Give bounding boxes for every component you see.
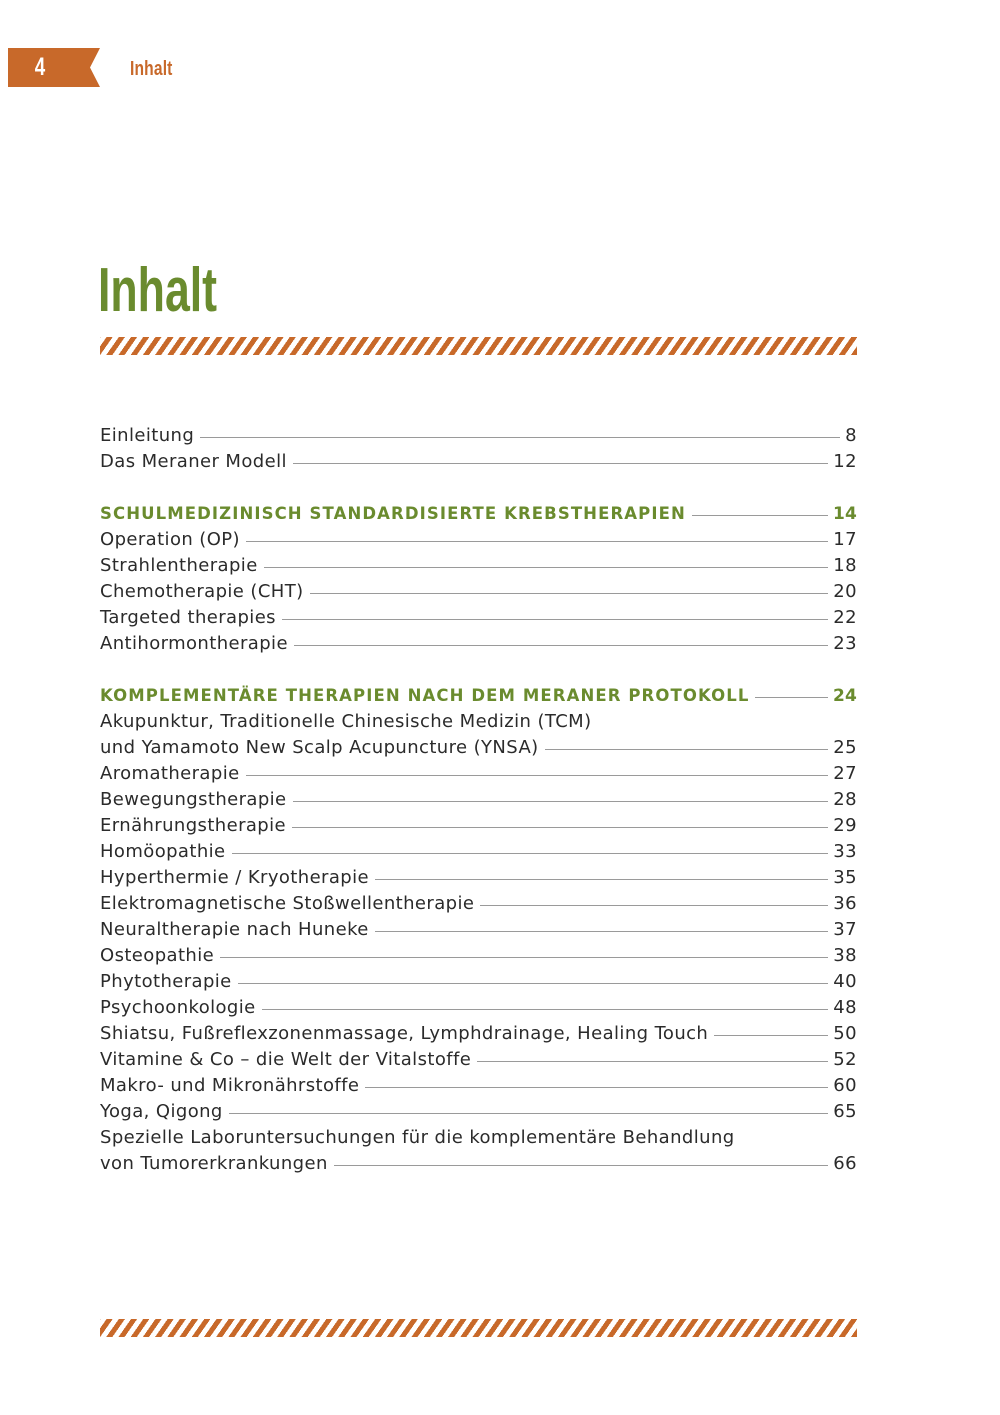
toc-entry-label: Spezielle Laboruntersuchungen für die komplementäre Behandlung (100, 1127, 735, 1148)
toc-entry[interactable] (100, 1047, 857, 1073)
toc-page-number: 38 (833, 945, 857, 966)
toc-leader (310, 593, 829, 594)
toc-page-number: 48 (833, 997, 857, 1018)
running-title: Inhalt (130, 58, 173, 80)
toc-leader (200, 437, 840, 438)
toc-entry[interactable] (100, 839, 857, 865)
spacer (100, 657, 857, 683)
toc-page-number: 52 (833, 1049, 857, 1070)
toc-leader (692, 515, 828, 516)
toc-page-number: 29 (833, 815, 857, 836)
toc-page-number: 24 (832, 686, 857, 706)
toc-entry-label: Elektromagnetische Stoßwellentherapie (100, 893, 475, 914)
toc-leader (375, 931, 829, 932)
toc-entry-label: Strahlentherapie (100, 555, 258, 576)
toc-leader (477, 1061, 828, 1062)
toc-page-number: 60 (833, 1075, 857, 1096)
toc-page-number: 36 (833, 893, 857, 914)
toc-entry[interactable] (100, 761, 857, 787)
toc-leader (755, 697, 827, 698)
toc-page-number: 23 (833, 633, 857, 654)
page-number-tab (8, 48, 100, 87)
toc-entry[interactable] (100, 605, 857, 631)
stripe-divider-bottom (100, 1319, 857, 1337)
toc-leader (294, 645, 828, 646)
toc-entry[interactable] (100, 787, 857, 813)
toc-entry[interactable] (100, 1151, 857, 1177)
toc-leader (232, 853, 829, 854)
toc-entry-continuation[interactable] (100, 709, 857, 735)
toc-section-label: SCHULMEDIZINISCH STANDARDISIERTE KREBSTHERAPIEN (100, 504, 686, 523)
toc-page-number: 37 (833, 919, 857, 940)
toc-leader (365, 1087, 828, 1088)
toc-leader (282, 619, 828, 620)
toc-leader (293, 801, 829, 802)
toc-entry[interactable] (100, 917, 857, 943)
toc-entry-label: Psychoonkologie (100, 997, 256, 1018)
toc-page-number: 27 (833, 763, 857, 784)
toc-entry-label: Operation (OP) (100, 529, 240, 550)
toc-entry[interactable] (100, 449, 857, 475)
toc-leader (238, 983, 829, 984)
toc-entry-label: Makro- und Mikronährstoffe (100, 1075, 360, 1096)
toc-leader (246, 541, 828, 542)
toc-entry[interactable] (100, 1021, 857, 1047)
toc-page-number: 8 (845, 425, 857, 446)
toc-page-number: 40 (833, 971, 857, 992)
toc-page-number: 22 (833, 607, 857, 628)
toc-entry-label: Yoga, Qigong (100, 1101, 223, 1122)
toc-entry[interactable] (100, 969, 857, 995)
stripe-divider-top (100, 337, 857, 355)
page-title: Inhalt (98, 256, 218, 325)
toc-entry[interactable] (100, 631, 857, 657)
toc-entry-label: Osteopathie (100, 945, 215, 966)
toc-page-number: 33 (833, 841, 857, 862)
toc-leader (246, 775, 829, 776)
toc-entry-label: Ernährungstherapie (100, 815, 286, 836)
toc-leader (480, 905, 828, 906)
toc-entry-label: Homöopathie (100, 841, 226, 862)
toc-entry[interactable] (100, 813, 857, 839)
toc-entry[interactable] (100, 995, 857, 1021)
toc-entry[interactable] (100, 553, 857, 579)
toc-entry-label: Einleitung (100, 425, 195, 446)
toc-page-number: 12 (833, 451, 857, 472)
toc-page-number: 14 (832, 504, 857, 524)
toc-entry[interactable] (100, 891, 857, 917)
toc-entry[interactable] (100, 735, 857, 761)
toc-entry-label: von Tumorerkrankungen (100, 1153, 328, 1174)
toc-page-number: 20 (833, 581, 857, 602)
toc-entry[interactable] (100, 943, 857, 969)
toc-leader (334, 1165, 829, 1166)
toc-leader (714, 1035, 828, 1036)
toc-entry[interactable] (100, 579, 857, 605)
toc-leader (220, 957, 828, 958)
toc-leader (262, 1009, 829, 1010)
toc-leader (293, 463, 828, 464)
toc-entry-label: Bewegungstherapie (100, 789, 287, 810)
toc-page-number: 35 (833, 867, 857, 888)
toc-section-heading[interactable] (100, 501, 857, 527)
toc-entry-label: Vitamine & Co – die Welt der Vitalstoffe (100, 1049, 472, 1070)
toc-page-number: 17 (833, 529, 857, 550)
toc-entry-label: Aromatherapie (100, 763, 240, 784)
toc-leader (264, 567, 829, 568)
toc-leader (545, 749, 829, 750)
toc-section-label: KOMPLEMENTÄRE THERAPIEN NACH DEM MERANER PROTOKOLL (100, 686, 750, 705)
toc-entry-continuation[interactable] (100, 1125, 857, 1151)
spacer (100, 475, 857, 501)
toc-entry[interactable] (100, 423, 857, 449)
toc-entry[interactable] (100, 1073, 857, 1099)
toc-entry-label: Targeted therapies (100, 607, 276, 628)
toc-leader (292, 827, 828, 828)
toc-page-number: 66 (833, 1153, 857, 1174)
toc-entry[interactable] (100, 527, 857, 553)
toc-entry-label: Antihormontherapie (100, 633, 288, 654)
toc-leader (375, 879, 828, 880)
toc-entry-label: Neuraltherapie nach Huneke (100, 919, 369, 940)
toc-section-heading[interactable] (100, 683, 857, 709)
toc-page-number: 50 (833, 1023, 857, 1044)
toc-page-number: 25 (833, 737, 857, 758)
toc-page-number: 65 (833, 1101, 857, 1122)
table-of-contents (100, 423, 857, 1177)
toc-page-number: 18 (833, 555, 857, 576)
toc-entry-label: Akupunktur, Traditionelle Chinesische Medizin (TCM) (100, 711, 592, 732)
toc-entry-label: Phytotherapie (100, 971, 232, 992)
toc-entry-label: Hyperthermie / Kryotherapie (100, 867, 369, 888)
toc-entry[interactable] (100, 1099, 857, 1125)
toc-page-number: 28 (833, 789, 857, 810)
toc-entry[interactable] (100, 865, 857, 891)
toc-entry-label: Das Meraner Modell (100, 451, 287, 472)
toc-entry-label: Shiatsu, Fußreflexzonenmassage, Lymphdrainage, Healing Touch (100, 1023, 709, 1044)
toc-entry-label: Chemotherapie (CHT) (100, 581, 304, 602)
page-number: 4 (34, 53, 46, 81)
toc-entry-label: und Yamamoto New Scalp Acupuncture (YNSA) (100, 737, 539, 758)
toc-leader (229, 1113, 829, 1114)
